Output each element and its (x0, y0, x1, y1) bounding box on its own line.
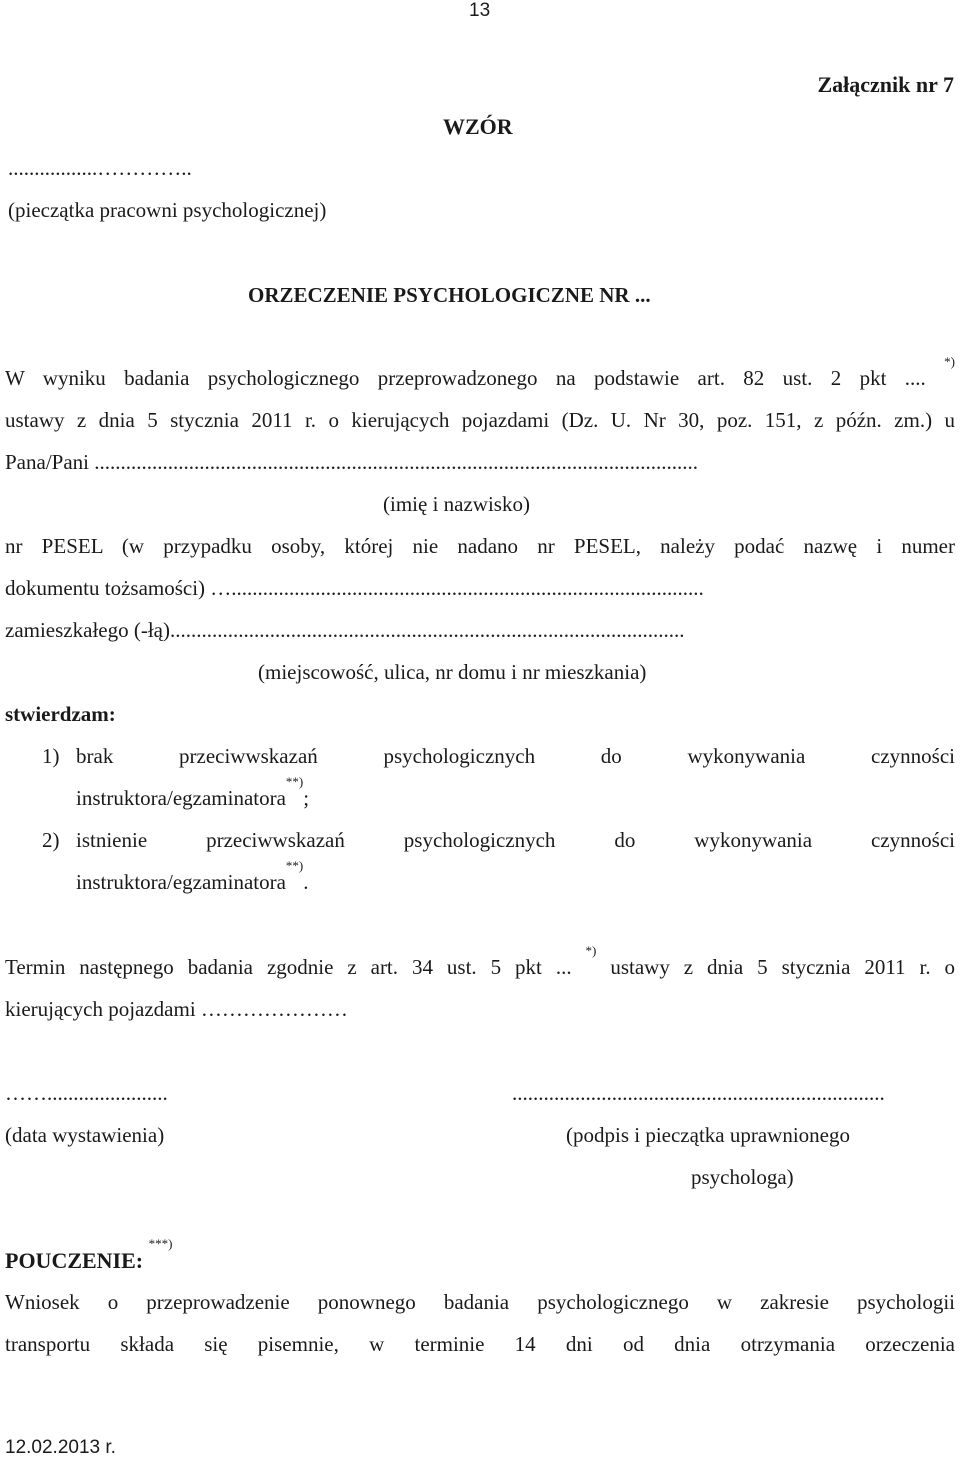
next-exam-line-2: kierujących pojazdami ………………… (5, 997, 348, 1021)
pesel-line-2: dokumentu tożsamości) ….......................................................................................... (5, 576, 704, 600)
address-hint: (miejscowość, ulica, nr domu i nr mieszkania) (258, 660, 647, 684)
date-dots: ……....................... (5, 1081, 168, 1105)
date-label: (data wystawienia) (5, 1123, 165, 1147)
item-1-role: instruktora/egzaminatora (76, 786, 286, 810)
stamp-dots: .................………….. (8, 156, 192, 180)
next-exam-line-1 (5, 943, 956, 980)
document-title: ORZECZENIE PSYCHOLOGICZNE NR ... (248, 283, 651, 307)
notice-heading (5, 1236, 173, 1274)
next-exam-text-b: ustawy z dnia 5 stycznia 2011 r. o (610, 955, 956, 979)
name-line: Pana/Pani ................................................................................................................... (5, 450, 698, 474)
page-number: 13 (469, 0, 491, 21)
statement-heading: stwierdzam: (5, 702, 116, 726)
item-1-footnote-ref: **) (285, 774, 304, 789)
address-line: zamieszkałego (-łą).................................................................................................. (5, 618, 685, 642)
footer-date: 12.02.2013 r. (5, 1437, 116, 1458)
intro-line-1-text: W wyniku badania psychologicznego przeprowadzonego na podstawie art. 82 ust. 2 pkt .... (5, 366, 926, 390)
item-1-end: ; (303, 786, 310, 810)
intro-footnote-ref: *) (944, 354, 956, 369)
notice-line-1: Wniosek o przeprowadzenie ponownego badania psychologicznego w zakresie psychologii (5, 1290, 955, 1314)
item-2-number: 2) (42, 828, 60, 852)
signature-label-1: (podpis i pieczątka uprawnionego (566, 1123, 850, 1147)
next-exam-text-a: Termin następnego badania zgodnie z art. 34 ust. 5 pkt ... (5, 955, 572, 979)
notice-footnote-ref: ***) (148, 1236, 173, 1251)
intro-line-1 (5, 354, 956, 391)
item-2-footnote-ref: **) (285, 858, 304, 873)
item-1-line-2 (76, 774, 310, 811)
item-1-line-1: brak przeciwwskazań psychologicznych do wykonywania czynności (76, 744, 955, 768)
pesel-line-1: nr PESEL (w przypadku osoby, której nie nadano nr PESEL, należy podać nazwę i numer (5, 534, 955, 558)
item-2-role: instruktora/egzaminatora (76, 870, 286, 894)
signature-dots: ....................................................................... (512, 1081, 885, 1105)
intro-line-2: ustawy z dnia 5 stycznia 2011 r. o kierujących pojazdami (Dz. U. Nr 30, poz. 151, z późn. zm.) u (5, 408, 955, 432)
stamp-label: (pieczątka pracowni psychologicznej) (8, 198, 327, 222)
notice-line-2: transportu składa się pisemnie, w terminie 14 dni od dnia otrzymania orzeczenia (5, 1332, 955, 1356)
item-1-number: 1) (42, 744, 60, 768)
name-hint: (imię i nazwisko) (383, 492, 530, 516)
item-2-line-1: istnienie przeciwwskazań psychologicznych do wykonywania czynności (76, 828, 955, 852)
item-2-end: . (303, 870, 309, 894)
notice-heading-text: POUCZENIE: (5, 1248, 144, 1273)
signature-label-2: psychologa) (691, 1165, 794, 1189)
item-2-line-2 (76, 858, 309, 895)
template-label: WZÓR (443, 114, 513, 139)
next-exam-footnote-ref: *) (585, 943, 597, 958)
annex-label: Załącznik nr 7 (817, 72, 954, 97)
